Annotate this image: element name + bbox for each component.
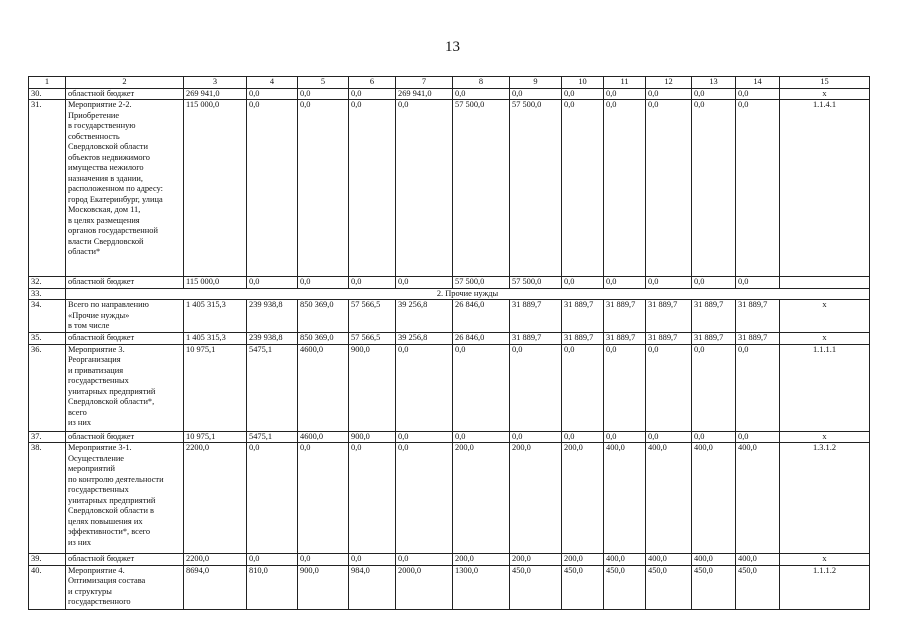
header-cell: 6 [349, 77, 396, 89]
amount-cell: 10 975,1 [184, 344, 247, 431]
amount-cell: 0,0 [604, 431, 646, 443]
amount-cell: 0,0 [736, 344, 780, 431]
amount-cell: 31 889,7 [736, 300, 780, 333]
amount-cell: 26 846,0 [453, 300, 510, 333]
amount-cell: 31 889,7 [604, 300, 646, 333]
amount-cell: 0,0 [349, 277, 396, 289]
amount-cell: 31 889,7 [692, 300, 736, 333]
page-number: 13 [445, 39, 460, 55]
amount-cell: 0,0 [692, 277, 736, 289]
header-cell: 4 [247, 77, 298, 89]
amount-cell: 115 000,0 [184, 100, 247, 277]
amount-cell: 0,0 [736, 100, 780, 277]
row-description: областной бюджет [66, 333, 184, 345]
amount-cell: 0,0 [646, 88, 692, 100]
amount-cell: 57 500,0 [453, 277, 510, 289]
amount-cell: 31 889,7 [646, 300, 692, 333]
table-row [29, 443, 870, 554]
amount-cell: 10 975,1 [184, 431, 247, 443]
amount-cell: 0,0 [396, 554, 453, 566]
amount-cell: 57 566,5 [349, 333, 396, 345]
amount-cell: 0,0 [692, 88, 736, 100]
row-description: Мероприятие 4. Оптимизация состава и структуры государственного [66, 565, 184, 609]
amount-cell: 0,0 [298, 554, 349, 566]
amount-cell: 0,0 [510, 88, 562, 100]
amount-cell: 31 889,7 [646, 333, 692, 345]
header-cell: 14 [736, 77, 780, 89]
amount-cell: 850 369,0 [298, 333, 349, 345]
amount-cell: 400,0 [692, 554, 736, 566]
table-row [29, 300, 870, 333]
row-description: Мероприятие 3-1. Осуществление мероприятий по контролю деятельности государственных унитарных предприятий Свердловской области в целях повышения их эффективности*, всего из них [66, 443, 184, 554]
amount-cell: 0,0 [396, 100, 453, 277]
target-ref: x [780, 431, 870, 443]
amount-cell: 0,0 [396, 431, 453, 443]
amount-cell: 0,0 [646, 344, 692, 431]
amount-cell: 31 889,7 [562, 333, 604, 345]
header-cell: 13 [692, 77, 736, 89]
table-row [29, 333, 870, 345]
amount-cell: 31 889,7 [604, 333, 646, 345]
row-description: областной бюджет [66, 277, 184, 289]
amount-cell: 57 566,5 [349, 300, 396, 333]
amount-cell: 0,0 [646, 277, 692, 289]
target-ref: x [780, 554, 870, 566]
amount-cell: 0,0 [247, 277, 298, 289]
row-number: 39. [29, 554, 66, 566]
amount-cell: 57 500,0 [453, 100, 510, 277]
amount-cell: 900,0 [349, 431, 396, 443]
section-title: 2. Прочие нужды [66, 288, 870, 300]
amount-cell: 0,0 [349, 554, 396, 566]
amount-cell: 0,0 [453, 344, 510, 431]
amount-cell: 1 405 315,3 [184, 333, 247, 345]
amount-cell: 400,0 [646, 443, 692, 554]
amount-cell: 57 500,0 [510, 277, 562, 289]
header-cell: 8 [453, 77, 510, 89]
row-number: 33. [29, 288, 66, 300]
amount-cell: 200,0 [510, 554, 562, 566]
amount-cell: 984,0 [349, 565, 396, 609]
amount-cell: 0,0 [298, 88, 349, 100]
amount-cell: 115 000,0 [184, 277, 247, 289]
header-cell: 9 [510, 77, 562, 89]
target-ref: 1.1.4.1 [780, 100, 870, 277]
amount-cell: 450,0 [562, 565, 604, 609]
amount-cell: 2000,0 [396, 565, 453, 609]
amount-cell: 0,0 [247, 100, 298, 277]
row-description: областной бюджет [66, 431, 184, 443]
amount-cell: 2200,0 [184, 443, 247, 554]
amount-cell: 200,0 [562, 554, 604, 566]
header-cell: 2 [66, 77, 184, 89]
amount-cell: 200,0 [562, 443, 604, 554]
row-number: 37. [29, 431, 66, 443]
table-body [29, 88, 870, 609]
amount-cell: 450,0 [646, 565, 692, 609]
amount-cell: 269 941,0 [184, 88, 247, 100]
amount-cell: 39 256,8 [396, 300, 453, 333]
amount-cell: 200,0 [510, 443, 562, 554]
amount-cell: 400,0 [692, 443, 736, 554]
row-number: 34. [29, 300, 66, 333]
amount-cell: 4600,0 [298, 344, 349, 431]
amount-cell: 0,0 [646, 431, 692, 443]
amount-cell: 5475,1 [247, 431, 298, 443]
amount-cell: 0,0 [604, 344, 646, 431]
program-table [28, 76, 870, 610]
row-description: Мероприятие 3. Реорганизация и приватизация государственных унитарных предприятий Свердловской области*, всего из них [66, 344, 184, 431]
row-number: 40. [29, 565, 66, 609]
amount-cell: 8694,0 [184, 565, 247, 609]
table-row [29, 88, 870, 100]
amount-cell: 400,0 [736, 554, 780, 566]
row-description: областной бюджет [66, 554, 184, 566]
amount-cell: 0,0 [247, 554, 298, 566]
amount-cell: 31 889,7 [692, 333, 736, 345]
table-row [29, 554, 870, 566]
amount-cell: 0,0 [396, 277, 453, 289]
amount-cell: 400,0 [604, 554, 646, 566]
amount-cell: 450,0 [736, 565, 780, 609]
amount-cell: 200,0 [453, 554, 510, 566]
header-cell: 3 [184, 77, 247, 89]
header-cell: 10 [562, 77, 604, 89]
amount-cell: 0,0 [247, 443, 298, 554]
amount-cell: 200,0 [453, 443, 510, 554]
amount-cell: 450,0 [604, 565, 646, 609]
target-ref: x [780, 333, 870, 345]
table-row [29, 431, 870, 443]
amount-cell: 0,0 [646, 100, 692, 277]
amount-cell: 5475,1 [247, 344, 298, 431]
header-cell: 15 [780, 77, 870, 89]
amount-cell: 239 938,8 [247, 333, 298, 345]
amount-cell: 0,0 [396, 443, 453, 554]
amount-cell: 0,0 [396, 344, 453, 431]
target-ref: x [780, 88, 870, 100]
row-description: областной бюджет [66, 88, 184, 100]
target-ref: 1.1.1.2 [780, 565, 870, 609]
header-row [29, 77, 870, 89]
amount-cell: 2200,0 [184, 554, 247, 566]
amount-cell: 450,0 [692, 565, 736, 609]
amount-cell: 0,0 [453, 88, 510, 100]
amount-cell: 0,0 [604, 88, 646, 100]
amount-cell: 0,0 [562, 431, 604, 443]
amount-cell: 57 500,0 [510, 100, 562, 277]
amount-cell: 0,0 [349, 100, 396, 277]
table-row [29, 277, 870, 289]
amount-cell: 0,0 [562, 88, 604, 100]
target-ref: 1.1.1.1 [780, 344, 870, 431]
amount-cell: 0,0 [510, 344, 562, 431]
amount-cell: 900,0 [298, 565, 349, 609]
amount-cell: 31 889,7 [736, 333, 780, 345]
amount-cell: 26 846,0 [453, 333, 510, 345]
amount-cell: 400,0 [646, 554, 692, 566]
amount-cell: 810,0 [247, 565, 298, 609]
amount-cell: 269 941,0 [396, 88, 453, 100]
amount-cell: 0,0 [692, 344, 736, 431]
amount-cell: 0,0 [604, 277, 646, 289]
amount-cell: 900,0 [349, 344, 396, 431]
row-number: 30. [29, 88, 66, 100]
header-cell: 1 [29, 77, 66, 89]
amount-cell: 400,0 [736, 443, 780, 554]
amount-cell: 0,0 [736, 88, 780, 100]
target-ref: x [780, 300, 870, 333]
amount-cell: 0,0 [349, 88, 396, 100]
amount-cell: 31 889,7 [510, 300, 562, 333]
amount-cell: 1 405 315,3 [184, 300, 247, 333]
amount-cell: 39 256,8 [396, 333, 453, 345]
row-description: Мероприятие 2-2. Приобретение в государственную собственность Свердловской области объектов недвижимого имущества нежилого назначения в здании, расположенном по адресу: город Екатеринбург, улица Московская, дом 11, в целях размещения органов государственной власти Свердловской области* [66, 100, 184, 277]
row-number: 35. [29, 333, 66, 345]
amount-cell: 0,0 [298, 277, 349, 289]
amount-cell: 0,0 [247, 88, 298, 100]
amount-cell: 0,0 [736, 431, 780, 443]
amount-cell: 239 938,8 [247, 300, 298, 333]
header-cell: 7 [396, 77, 453, 89]
amount-cell: 31 889,7 [562, 300, 604, 333]
amount-cell: 1300,0 [453, 565, 510, 609]
amount-cell: 0,0 [562, 277, 604, 289]
amount-cell: 400,0 [604, 443, 646, 554]
header-cell: 5 [298, 77, 349, 89]
row-description: Всего по направлению «Прочие нужды» в том числе [66, 300, 184, 333]
amount-cell: 0,0 [604, 100, 646, 277]
target-ref [780, 277, 870, 289]
header-cell: 11 [604, 77, 646, 89]
amount-cell: 0,0 [298, 443, 349, 554]
row-number: 32. [29, 277, 66, 289]
table-row [29, 565, 870, 609]
amount-cell: 0,0 [736, 277, 780, 289]
row-number: 36. [29, 344, 66, 431]
amount-cell: 0,0 [298, 100, 349, 277]
amount-cell: 0,0 [453, 431, 510, 443]
amount-cell: 0,0 [562, 344, 604, 431]
row-number: 31. [29, 100, 66, 277]
header-cell: 12 [646, 77, 692, 89]
row-number: 38. [29, 443, 66, 554]
amount-cell: 0,0 [692, 100, 736, 277]
amount-cell: 31 889,7 [510, 333, 562, 345]
amount-cell: 0,0 [562, 100, 604, 277]
amount-cell: 0,0 [692, 431, 736, 443]
amount-cell: 0,0 [510, 431, 562, 443]
target-ref: 1.3.1.2 [780, 443, 870, 554]
table-row [29, 344, 870, 431]
amount-cell: 4600,0 [298, 431, 349, 443]
section-row [29, 288, 870, 300]
amount-cell: 450,0 [510, 565, 562, 609]
table-row [29, 100, 870, 277]
amount-cell: 850 369,0 [298, 300, 349, 333]
amount-cell: 0,0 [349, 443, 396, 554]
